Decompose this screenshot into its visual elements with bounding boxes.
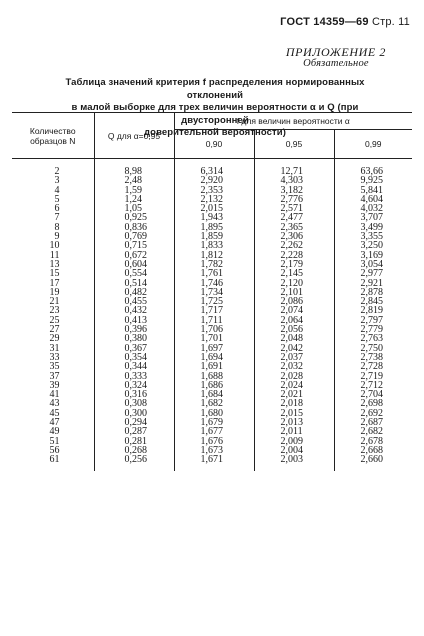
- cell-f-095: 2,037: [254, 353, 334, 362]
- cell-sample-count: 5: [54, 193, 60, 205]
- appendix-subtitle: Обязательное: [303, 58, 369, 69]
- cell-f-099: 2,878: [334, 288, 412, 297]
- cell-f-095: 2,074: [254, 306, 334, 315]
- cell-f-099: 2,845: [334, 297, 412, 306]
- cell-f-090: 1,706: [174, 325, 254, 334]
- cell-f-099: 3,250: [334, 241, 412, 250]
- cell-f-099: 2,678: [334, 437, 412, 446]
- cell-sample-count: 29: [49, 333, 60, 345]
- cell-q: 0,316: [94, 390, 174, 399]
- cell-f-099: 5,841: [334, 186, 412, 195]
- cell-q: 0,344: [94, 362, 174, 371]
- cell-f-099: 2,977: [334, 269, 412, 278]
- cell-f-095: 2,776: [254, 195, 334, 204]
- cell-f-099: 2,750: [334, 344, 412, 353]
- appendix-heading: [286, 46, 386, 70]
- cell-f-090: 1,701: [174, 334, 254, 343]
- cell-f-099: 2,779: [334, 325, 412, 334]
- criterion-table: [12, 112, 412, 471]
- header-f-095: 0,95: [254, 130, 334, 159]
- cell-sample-count: 39: [49, 379, 60, 391]
- cell-sample-count: 3: [54, 175, 60, 187]
- cell-sample-count: 56: [49, 444, 60, 456]
- cell-q: 8,98: [94, 159, 174, 177]
- cell-f-095: 2,179: [254, 260, 334, 269]
- cell-f-099: 2,819: [334, 306, 412, 315]
- table-row: [12, 455, 412, 470]
- cell-f-090: 1,677: [174, 427, 254, 436]
- cell-q: 0,300: [94, 409, 174, 418]
- cell-f-099: 2,692: [334, 409, 412, 418]
- cell-f-090: 1,682: [174, 399, 254, 408]
- cell-f-095: 2,086: [254, 297, 334, 306]
- cell-sample-count: 8: [54, 221, 60, 233]
- cell-sample-count: 25: [49, 314, 60, 326]
- cell-f-099: 2,738: [334, 353, 412, 362]
- cell-sample-count: 19: [49, 286, 60, 298]
- cell-f-090: 1,943: [174, 213, 254, 222]
- cell-f-099: 3,169: [334, 251, 412, 260]
- cell-f-099: 63,66: [334, 159, 412, 177]
- cell-sample-count: 45: [49, 407, 60, 419]
- cell-q: 0,715: [94, 241, 174, 250]
- cell-q: 0,324: [94, 381, 174, 390]
- cell-f-095: 2,064: [254, 316, 334, 325]
- cell-sample-count: 37: [49, 370, 60, 382]
- cell-f-090: 6,314: [174, 159, 254, 177]
- cell-f-095: 2,021: [254, 390, 334, 399]
- cell-f-099: 4,032: [334, 204, 412, 213]
- cell-q: 0,281: [94, 437, 174, 446]
- cell-sample-count: 9: [54, 231, 60, 243]
- cell-sample-count: 47: [49, 417, 60, 429]
- cell-f-095: 2,120: [254, 279, 334, 288]
- cell-f-090: 1,694: [174, 353, 254, 362]
- cell-f-090: 1,684: [174, 390, 254, 399]
- cell-q: 0,256: [94, 455, 174, 470]
- cell-q: 0,925: [94, 213, 174, 222]
- cell-f-095: 2,004: [254, 446, 334, 455]
- appendix-title: ПРИЛОЖЕНИЕ 2: [285, 45, 386, 59]
- cell-f-090: 1,746: [174, 279, 254, 288]
- cell-f-099: 2,921: [334, 279, 412, 288]
- cell-q: 0,672: [94, 251, 174, 260]
- cell-q: 0,308: [94, 399, 174, 408]
- cell-f-090: 1,725: [174, 297, 254, 306]
- cell-f-095: 2,018: [254, 399, 334, 408]
- cell-sample-count: 4: [54, 184, 60, 196]
- cell-f-090: 1,734: [174, 288, 254, 297]
- cell-f-095: 2,056: [254, 325, 334, 334]
- cell-f-090: 1,688: [174, 372, 254, 381]
- cell-f-095: 2,262: [254, 241, 334, 250]
- cell-sample-count: 51: [49, 435, 60, 447]
- cell-q: 0,268: [94, 446, 174, 455]
- cell-sample-count: 21: [49, 296, 60, 308]
- header-f-090: 0,90: [174, 130, 254, 159]
- table-row: [12, 159, 412, 177]
- cell-f-095: 2,571: [254, 204, 334, 213]
- cell-f-095: 2,306: [254, 232, 334, 241]
- cell-f-095: 2,009: [254, 437, 334, 446]
- cell-f-099: 3,707: [334, 213, 412, 222]
- page-number: Стр. 11: [371, 16, 410, 28]
- header-q: Q для α=0,95: [94, 113, 174, 159]
- cell-f-090: 1,671: [174, 455, 254, 470]
- cell-f-090: 1,680: [174, 409, 254, 418]
- cell-f-090: 1,691: [174, 362, 254, 371]
- cell-f-099: 2,668: [334, 446, 412, 455]
- cell-f-090: 1,673: [174, 446, 254, 455]
- table-header: [12, 113, 412, 159]
- cell-f-090: 1,717: [174, 306, 254, 315]
- cell-sample-count: 43: [49, 398, 60, 410]
- cell-q: 0,482: [94, 288, 174, 297]
- cell-f-095: 2,028: [254, 372, 334, 381]
- cell-f-099: 2,704: [334, 390, 412, 399]
- cell-sample-count: 27: [49, 324, 60, 336]
- cell-f-095: 2,015: [254, 409, 334, 418]
- cell-q: 0,354: [94, 353, 174, 362]
- cell-f-095: 3,182: [254, 186, 334, 195]
- cell-f-095: 2,003: [254, 455, 334, 470]
- cell-f-095: 2,024: [254, 381, 334, 390]
- cell-q: 0,604: [94, 260, 174, 269]
- cell-f-095: 2,011: [254, 427, 334, 436]
- cell-f-099: 2,682: [334, 427, 412, 436]
- cell-q: 0,287: [94, 427, 174, 436]
- cell-sample-count: 31: [49, 342, 60, 354]
- cell-q: 0,333: [94, 372, 174, 381]
- cell-f-090: 1,782: [174, 260, 254, 269]
- cell-f-099: 2,712: [334, 381, 412, 390]
- cell-sample-count: 6: [54, 203, 60, 215]
- cell-sample-count: 17: [49, 277, 60, 289]
- cell-f-095: 12,71: [254, 159, 334, 177]
- cell-f-099: 3,054: [334, 260, 412, 269]
- cell-q: 0,432: [94, 306, 174, 315]
- cell-f-095: 2,042: [254, 344, 334, 353]
- cell-f-095: 2,228: [254, 251, 334, 260]
- cell-q: 0,769: [94, 232, 174, 241]
- cell-f-090: 1,812: [174, 251, 254, 260]
- cell-f-099: 9,925: [334, 176, 412, 185]
- caption-line-3: доверительной вероятности): [144, 127, 286, 138]
- cell-f-090: 1,679: [174, 418, 254, 427]
- cell-q: 0,396: [94, 325, 174, 334]
- cell-sample-count: 49: [49, 426, 60, 438]
- table-body: [12, 159, 412, 471]
- cell-sample-count: 15: [49, 268, 60, 280]
- cell-sample-count: 2: [54, 166, 60, 177]
- cell-f-090: 1,761: [174, 269, 254, 278]
- cell-f-099: 2,660: [334, 455, 412, 470]
- cell-f-090: 2,015: [174, 204, 254, 213]
- cell-f-090: 1,686: [174, 381, 254, 390]
- cell-f-095: 2,145: [254, 269, 334, 278]
- cell-sample-count: 7: [54, 212, 60, 224]
- page-header: [280, 16, 410, 28]
- cell-q: 1,59: [94, 186, 174, 195]
- cell-f-090: 2,353: [174, 186, 254, 195]
- cell-q: 0,413: [94, 316, 174, 325]
- cell-f-099: 2,763: [334, 334, 412, 343]
- cell-f-090: 1,711: [174, 316, 254, 325]
- cell-f-095: 4,303: [254, 176, 334, 185]
- cell-f-099: 2,698: [334, 399, 412, 408]
- header-f-099: 0,99: [334, 130, 412, 159]
- cell-f-099: 2,719: [334, 372, 412, 381]
- cell-f-095: 2,365: [254, 223, 334, 232]
- cell-sample-count: 61: [49, 454, 60, 466]
- cell-f-095: 2,101: [254, 288, 334, 297]
- cell-q: 1,24: [94, 195, 174, 204]
- cell-f-099: 4,604: [334, 195, 412, 204]
- cell-f-099: 3,355: [334, 232, 412, 241]
- cell-f-090: 1,833: [174, 241, 254, 250]
- cell-f-090: 1,676: [174, 437, 254, 446]
- cell-q: 0,514: [94, 279, 174, 288]
- cell-f-095: 2,048: [254, 334, 334, 343]
- cell-q: 0,380: [94, 334, 174, 343]
- cell-sample-count: 13: [49, 258, 60, 270]
- caption-line-2: в малой выборке для трех величин вероятности α и Q (при двусторонней: [71, 102, 359, 126]
- cell-f-095: 2,477: [254, 213, 334, 222]
- cell-f-095: 2,032: [254, 362, 334, 371]
- cell-q: 0,554: [94, 269, 174, 278]
- standard-number: ГОСТ 14359—69: [280, 16, 369, 28]
- cell-sample-count: 11: [49, 249, 60, 261]
- cell-q: 0,455: [94, 297, 174, 306]
- cell-f-099: 3,499: [334, 223, 412, 232]
- cell-f-099: 2,687: [334, 418, 412, 427]
- cell-sample-count: 33: [49, 351, 60, 363]
- caption-line-1: Таблица значений критерия f распределения нормированных отклонений: [65, 77, 365, 101]
- cell-sample-count: 35: [49, 361, 60, 373]
- cell-f-099: 2,728: [334, 362, 412, 371]
- cell-sample-count: 41: [49, 389, 60, 401]
- cell-sample-count: 23: [49, 305, 60, 317]
- cell-f-090: 2,920: [174, 176, 254, 185]
- cell-q: 0,836: [94, 223, 174, 232]
- cell-sample-count: 10: [49, 240, 60, 252]
- cell-f-095: 2,013: [254, 418, 334, 427]
- header-f-group: f для величин вероятности α: [174, 113, 412, 130]
- cell-q: 0,367: [94, 344, 174, 353]
- cell-q: 1,05: [94, 204, 174, 213]
- cell-q: 0,294: [94, 418, 174, 427]
- cell-f-090: 1,859: [174, 232, 254, 241]
- header-sample-count: Количество образцов N: [12, 113, 94, 159]
- cell-f-090: 1,697: [174, 344, 254, 353]
- cell-f-090: 1,895: [174, 223, 254, 232]
- cell-q: 2,48: [94, 176, 174, 185]
- cell-f-090: 2,132: [174, 195, 254, 204]
- cell-f-099: 2,797: [334, 316, 412, 325]
